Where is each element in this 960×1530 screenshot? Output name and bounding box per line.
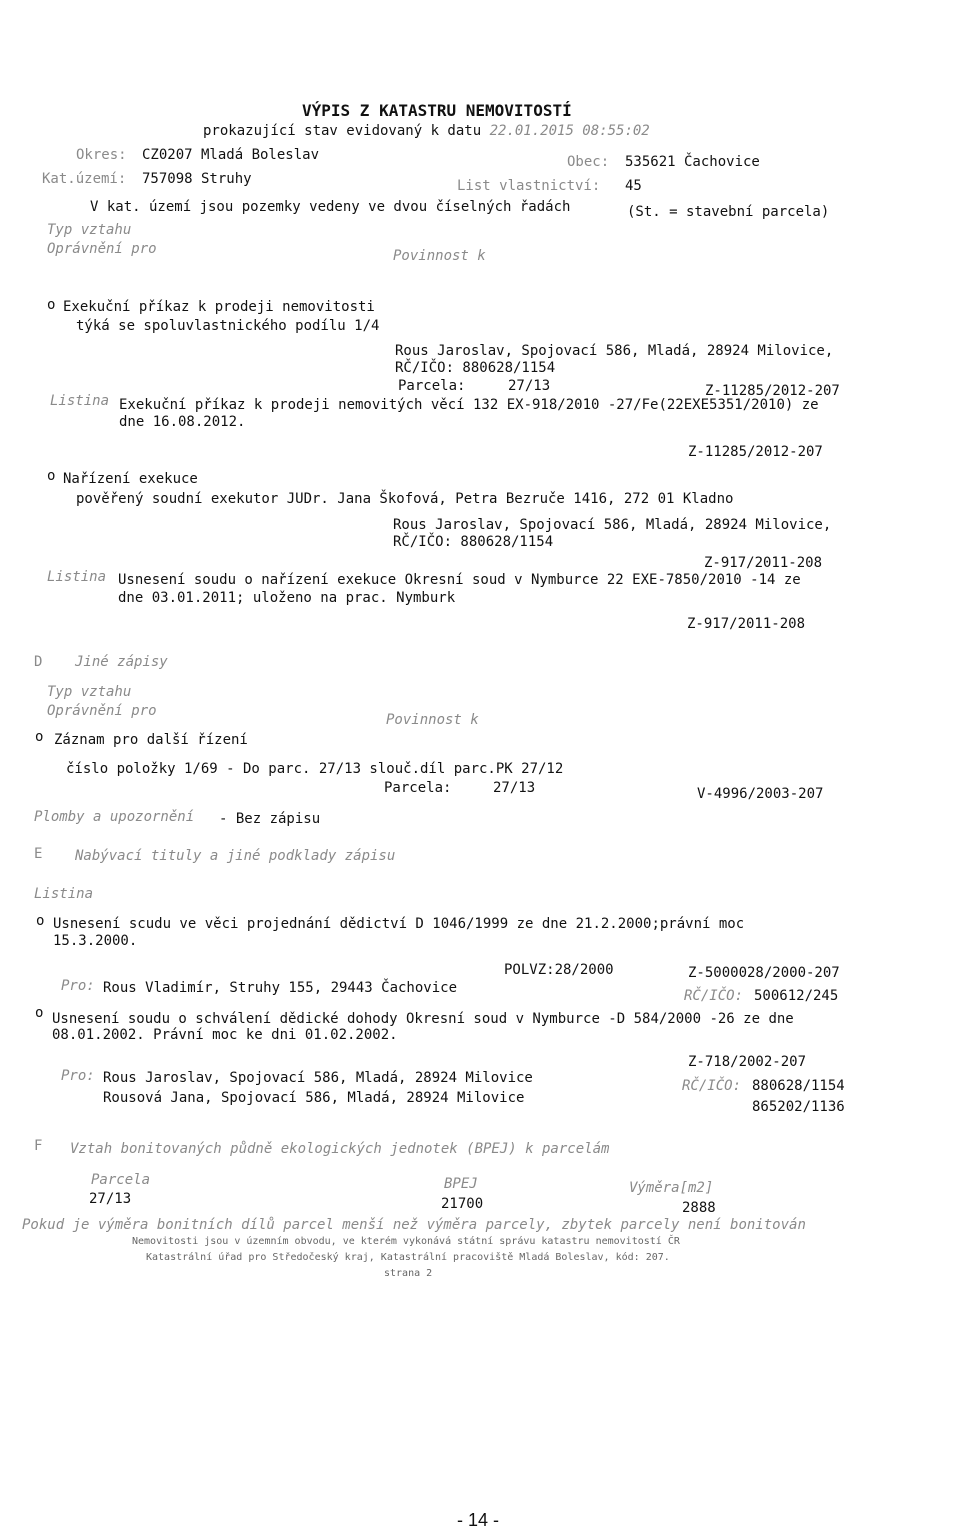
entry-1-listina-label: Listina [50, 393, 110, 409]
section-d-letter: D [34, 654, 43, 670]
section-e-listina-1-date: 15.3.2000. [53, 933, 138, 949]
katuzemi-value: 757098 Struhy [142, 171, 252, 187]
footer-note-bonitace: Pokud je výměra bonitních dílů parcel menší než výměra parcely, zbytek parcely není bonitován [22, 1217, 806, 1233]
plomby-label: Plomby a upozornění [34, 809, 195, 825]
entry-1-ref-2: Z-11285/2012-207 [688, 444, 823, 460]
plomby-value: - Bez zápisu [219, 811, 321, 827]
section-e-rc-owner-1: 880628/1154 [752, 1078, 845, 1094]
section-e-listina-label: Listina [34, 886, 94, 902]
list-label: List vlastnictví: [457, 178, 601, 194]
section-e-ref-2: Z-718/2002-207 [688, 1054, 807, 1070]
entry-1-listina-text: Exekuční příkaz k prodeji nemovitých věcí 132 EX-918/2010 -27/Fe(22EXE5351/2010) ze [119, 397, 819, 413]
entry-2-ref-2: Z-917/2011-208 [687, 616, 806, 632]
section-d-opravneni-pro: Oprávnění pro [47, 703, 157, 719]
section-e-polvz: POLVZ:28/2000 [504, 962, 614, 978]
section-e-listina-2-date: 08.01.2002. Právní moc ke dni 01.02.2002. [52, 1027, 398, 1043]
series-note-2: (St. = stavební parcela) [627, 204, 830, 220]
section-d-ref: V-4996/2003-207 [697, 786, 824, 802]
obec-value: 535621 Čachovice [625, 154, 760, 170]
entry-2-executor: pověřený soudní exekutor JUDr. Jana Škofová, Petra Bezruče 1416, 272 01 Kladno [76, 491, 734, 507]
section-e-pro-owner-1: Rous Jaroslav, Spojovací 586, Mladá, 28924 Milovice [103, 1070, 533, 1086]
document-title: VÝPIS Z KATASTRU NEMOVITOSTÍ [302, 101, 572, 120]
section-e-pro-value-1: Rous Vladimír, Struhy 155, 29443 Čachovice [103, 980, 458, 996]
entry-2-rc: RČ/IČO: 880628/1154 [393, 534, 554, 550]
obec-label: Obec: [567, 154, 610, 170]
entry-2-bullet: o [47, 468, 56, 484]
section-e-listina-1-text: Usnesení scudu ve věci projednání dědictví D 1046/1999 ze dne 21.2.2000;právní moc [53, 916, 745, 932]
section-f-title: Vztah bonitovaných půdně ekologických jednotek (BPEJ) k parcelám [70, 1141, 610, 1157]
section-d-parcela-label: Parcela: [384, 780, 452, 796]
section-d-parcela-value: 27/13 [493, 780, 536, 796]
entry-2-listina-date: dne 03.01.2011; uloženo na prac. Nymburk [118, 590, 456, 606]
entry-2-title: Nařízení exekuce [63, 471, 198, 487]
section-e-pro-label-1: Pro: [61, 978, 95, 994]
section-e-pro-owner-2: Rousová Jana, Spojovací 586, Mladá, 28924 Milovice [103, 1090, 525, 1106]
section-e-letter: E [34, 846, 43, 862]
entry-1-title: Exekuční příkaz k prodeji nemovitosti [63, 299, 375, 315]
section-d-item-title: Záznam pro další řízení [54, 732, 248, 748]
entry-2-listina-text: Usnesení soudu o nařízení exekuce Okresní soud v Nymburce 22 EXE-7850/2010 -14 ze [118, 572, 801, 588]
bpej-col-parcela: Parcela [91, 1172, 151, 1188]
section-e-rc-owner-2: 865202/1136 [752, 1099, 845, 1115]
section-d-povinnost-k: Povinnost k [386, 712, 479, 728]
entry-1-share: týká se spoluvlastnického podílu 1/4 [76, 318, 380, 334]
section-e-rc-value-1: 500612/245 [754, 988, 839, 1004]
okres-value: CZ0207 Mladá Boleslav [142, 147, 320, 163]
section-e-listina-2-text: Usnesení soudu o schválení dědické dohody Okresní soud v Nymburce -D 584/2000 -26 ze dne [52, 1011, 794, 1027]
section-d-title: Jiné zápisy [75, 654, 168, 670]
section-e-title: Nabývací tituly a jiné podklady zápisu [75, 848, 396, 864]
section-e-rc-label-2: RČ/IČO: [682, 1078, 742, 1094]
footer-note-urad: Katastrální úřad pro Středočeský kraj, Katastrální pracoviště Mladá Boleslav, kód: 207. [146, 1252, 670, 1263]
subtitle-prefix: prokazující stav evidovaný k datu [203, 123, 482, 139]
section-e-rc-label-1: RČ/IČO: [684, 988, 744, 1004]
povinnost-k-label: Povinnost k [393, 248, 486, 264]
series-note: V kat. území jsou pozemky vedeny ve dvou číselných řadách [90, 199, 571, 215]
entry-1-owner: Rous Jaroslav, Spojovací 586, Mladá, 28924 Milovice, [395, 343, 834, 359]
entry-1-bullet: o [47, 297, 56, 313]
bpej-code: 21700 [441, 1196, 484, 1212]
list-value: 45 [625, 178, 642, 194]
entry-2-listina-label: Listina [47, 569, 107, 585]
section-e-pro-label-2: Pro: [61, 1068, 95, 1084]
bpej-col-bpej: BPEJ [444, 1176, 478, 1192]
entry-1-listina-date: dne 16.08.2012. [119, 414, 246, 430]
okres-label: Okres: [76, 147, 127, 163]
footer-note-obvod: Nemovitosti jsou v územním obvodu, ve kterém vykonává státní správu katastru nemovitostí ČR [132, 1236, 680, 1247]
section-e-ref-1: Z-5000028/2000-207 [688, 965, 840, 981]
section-d-item-text: číslo položky 1/69 - Do parc. 27/13 slouč.díl parc.PK 27/12 [66, 761, 564, 777]
section-e-bullet-2: o [35, 1005, 44, 1021]
entry-2-owner: Rous Jaroslav, Spojovací 586, Mladá, 28924 Milovice, [393, 517, 832, 533]
entry-1-parcela-value: 27/13 [508, 378, 551, 394]
katuzemi-label: Kat.území: [42, 171, 127, 187]
subtitle [203, 123, 650, 139]
entry-1-ref-1: Z-11285/2012-207 [705, 383, 840, 399]
section-d-bullet: o [35, 729, 44, 745]
page-number: - 14 - [457, 1510, 500, 1530]
entry-1-rc: RČ/IČO: 880628/1154 [395, 360, 556, 376]
section-e-bullet-1: o [36, 913, 45, 929]
section-f-letter: F [34, 1138, 43, 1154]
section-d-typ-vztahu: Typ vztahu [47, 684, 132, 700]
entry-1-parcela-label: Parcela: [398, 378, 466, 394]
bpej-vymera: 2888 [682, 1200, 716, 1216]
bpej-parcela: 27/13 [89, 1191, 132, 1207]
entry-2-ref-1: Z-917/2011-208 [704, 555, 823, 571]
footer-strana: strana 2 [384, 1268, 433, 1279]
typ-vztahu-label: Typ vztahu [47, 222, 132, 238]
subtitle-date: 22.01.2015 08:55:02 [489, 123, 650, 139]
bpej-col-vymera: Výměra[m2] [629, 1180, 714, 1196]
opravneni-pro-label: Oprávnění pro [47, 241, 157, 257]
